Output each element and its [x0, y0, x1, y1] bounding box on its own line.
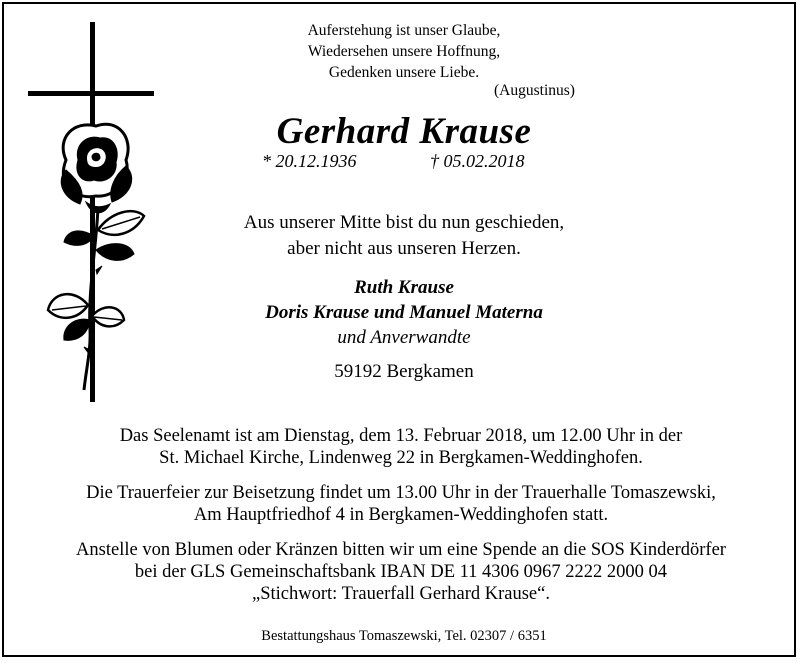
mourner-name: Doris Krause und Manuel Materna [265, 302, 543, 323]
mourner-name: Ruth Krause [354, 277, 454, 298]
death-date: † 05.02.2018 [430, 151, 525, 171]
service-info [24, 425, 778, 469]
info-line: „Stichwort: Trauerfall Gerhard Krause“. [252, 584, 550, 604]
info-line: Anstelle von Blumen oder Kränzen bitten wir um eine Spende an die SOS Kinderdörfer [76, 540, 726, 560]
verse [204, 210, 604, 262]
info-line: Das Seelenamt ist am Dienstag, dem 13. Februar 2018, um 12.00 Uhr in der [119, 426, 683, 446]
funeral-home-footer: Bestattungshaus Tomaszewski, Tel. 02307 / 6351 [261, 628, 547, 644]
quote-line: Auferstehung ist unser Glaube, [307, 22, 501, 39]
quote-line: Wiedersehen unsere Hoffnung, [307, 43, 501, 60]
mourner-relatives: und Anverwandte [337, 327, 471, 348]
info-line: Die Trauerfeier zur Beisetzung findet um 13.00 Uhr in der Trauerhalle Tomaszewski, [86, 483, 716, 503]
donation-info [24, 539, 778, 605]
birth-date: * 20.12.1936 [262, 151, 357, 171]
verse-line: Aus unserer Mitte bist du nun geschieden, [243, 212, 565, 233]
rose-icon [48, 124, 144, 390]
deceased-name: Gerhard Krause [276, 111, 532, 152]
quote-line: Gedenken unsere Liebe. [328, 64, 480, 81]
verse-line: aber nicht aus unseren Herzen. [287, 238, 521, 259]
info-line: Am Hauptfriedhof 4 in Bergkamen-Weddinghofen statt. [193, 505, 609, 525]
ceremony-info [24, 482, 778, 526]
info-line: bei der GLS Gemeinschaftsbank IBAN DE 11 4306 0967 2222 2000 04 [134, 562, 668, 582]
mourners [204, 275, 604, 350]
cross-rose-artwork [26, 20, 166, 410]
quote-author: (Augustinus) [494, 82, 575, 99]
quote-block [214, 20, 594, 83]
location: 59192 Bergkamen [334, 361, 474, 382]
obituary-notice [2, 2, 796, 657]
info-line: St. Michael Kirche, Lindenweg 22 in Bergkamen-Weddinghofen. [159, 448, 643, 468]
